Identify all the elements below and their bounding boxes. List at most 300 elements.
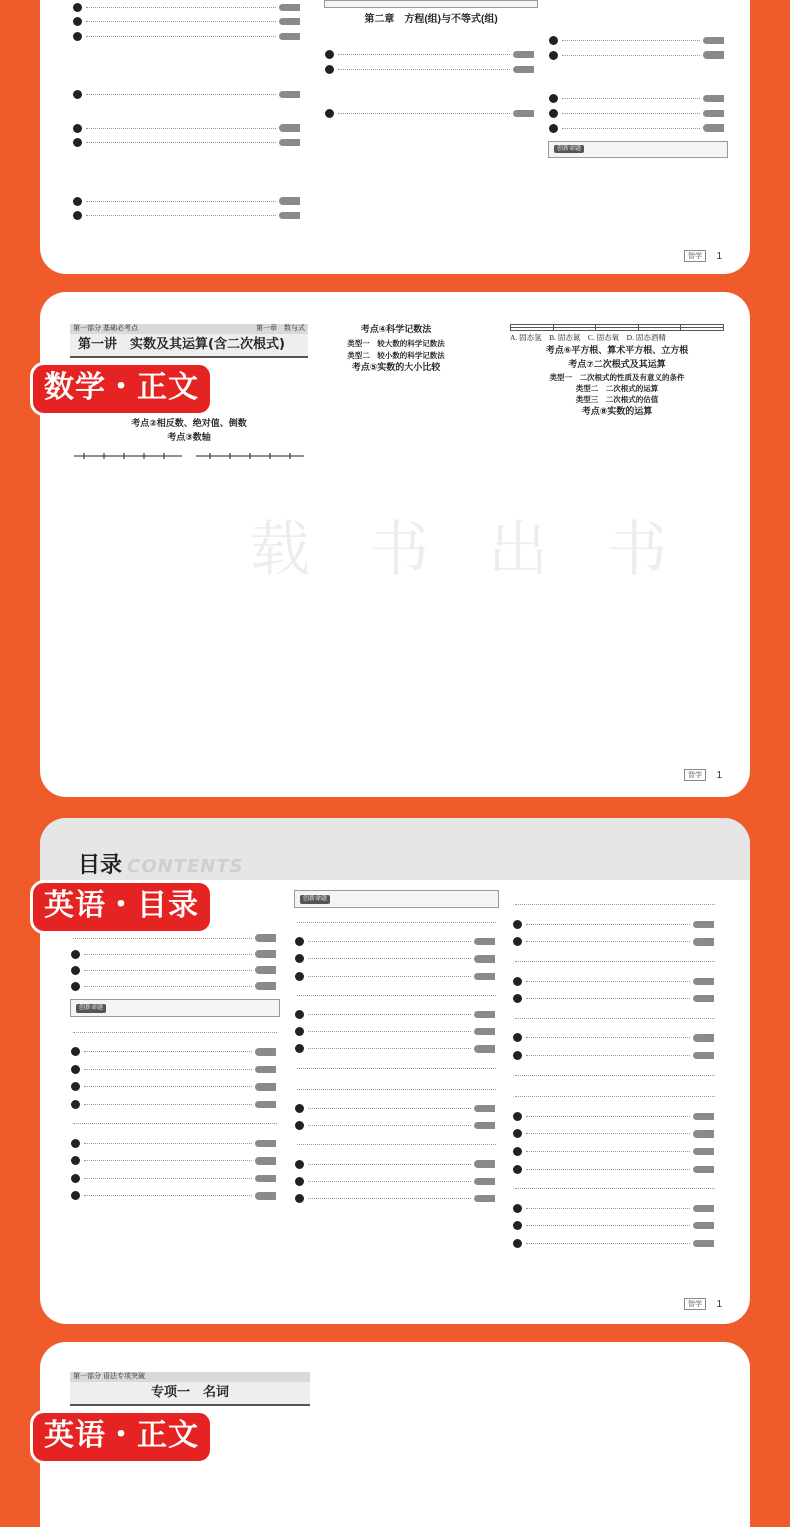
level-tag xyxy=(693,1034,714,1041)
toc-row xyxy=(512,1160,718,1178)
topic-number-icon xyxy=(513,937,522,946)
section-heading xyxy=(294,1134,499,1155)
leader-dots xyxy=(86,21,276,22)
level-tag xyxy=(513,66,534,73)
section-heading xyxy=(294,912,499,933)
type-heading: 类型二 二次根式的运算 xyxy=(575,384,659,394)
topic-number-icon xyxy=(71,1047,80,1056)
leader-dots xyxy=(308,1031,471,1032)
leader-dots xyxy=(562,128,700,129)
topic-heading: 考点⑧实数的运算 xyxy=(581,407,653,418)
topic-number-icon xyxy=(71,1191,80,1200)
number-line-figure xyxy=(70,449,308,463)
level-tag xyxy=(474,1178,495,1185)
level-tag xyxy=(703,124,724,131)
toc-column-3 xyxy=(548,0,728,158)
toc-title-en: CONTENTS xyxy=(127,856,244,877)
innovation-box xyxy=(324,0,538,8)
toc-subitem xyxy=(324,164,538,179)
topic-number-icon xyxy=(71,1065,80,1074)
leader-dots xyxy=(308,1108,471,1109)
page-number: 1 xyxy=(716,1299,722,1310)
topic-number-icon xyxy=(549,124,558,133)
leader-dots xyxy=(84,1069,252,1070)
part-label: 第一部分 语法专项突破 xyxy=(70,1372,310,1382)
leader-dots xyxy=(526,924,690,925)
brand-logo: 智学 xyxy=(684,1298,706,1310)
leader-dots xyxy=(73,1032,277,1033)
leader-dots xyxy=(562,55,700,56)
leader-dots xyxy=(84,1086,252,1087)
topic-heading: 考点②相反数、绝对值、倒数 xyxy=(131,418,247,429)
toc-row xyxy=(70,1061,280,1079)
toc-row xyxy=(72,121,304,136)
toc-row xyxy=(324,62,538,77)
topic-number-icon xyxy=(513,920,522,929)
leader-dots xyxy=(308,976,471,977)
leader-dots xyxy=(73,938,252,939)
toc-subitem xyxy=(72,223,304,238)
toc-row xyxy=(294,1117,499,1134)
type-heading: 类型二 较小数的科学记数法 xyxy=(347,350,445,360)
toc-subitem xyxy=(548,77,728,92)
leader-dots xyxy=(338,69,510,70)
page-number: 1 xyxy=(716,770,722,781)
section-heading xyxy=(512,1064,718,1086)
leader-dots xyxy=(84,954,252,955)
level-tag xyxy=(693,938,714,945)
topic-number-icon xyxy=(513,1147,522,1156)
topic-number-icon xyxy=(71,1082,80,1091)
toc-row xyxy=(294,1006,499,1023)
toc-row xyxy=(72,0,304,15)
leader-dots xyxy=(73,1123,277,1124)
toc-row xyxy=(72,15,304,30)
level-tag xyxy=(279,212,300,219)
toc-row xyxy=(548,121,728,136)
toc-row xyxy=(294,1173,499,1190)
toc-row xyxy=(512,972,718,990)
topic-heading: 考点③数轴 xyxy=(167,432,211,443)
leader-dots xyxy=(515,904,715,905)
leader-dots xyxy=(297,1144,496,1145)
leader-dots xyxy=(84,1104,252,1105)
topic-number-icon xyxy=(73,17,82,26)
topic-number-icon xyxy=(513,994,522,1003)
leader-dots xyxy=(526,1208,690,1209)
leader-dots xyxy=(562,113,700,114)
topic-number-icon xyxy=(295,1194,304,1203)
toc-row xyxy=(72,29,304,44)
level-tag xyxy=(255,1140,276,1147)
section-heading xyxy=(512,951,718,973)
toc-row xyxy=(70,962,280,978)
level-tag xyxy=(279,33,300,40)
leader-dots xyxy=(308,941,471,942)
toc-row xyxy=(512,1108,718,1126)
level-tag xyxy=(693,995,714,1002)
level-tag xyxy=(703,37,724,44)
topic-number-icon xyxy=(295,954,304,963)
innovation-box xyxy=(548,141,728,158)
topic-heading: 考点⑥平方根、算术平方根、立方根 xyxy=(545,345,689,356)
leader-dots xyxy=(84,970,252,971)
level-tag xyxy=(279,4,300,11)
level-tag xyxy=(255,1083,276,1090)
leader-dots xyxy=(526,998,690,999)
leader-dots xyxy=(338,113,510,114)
type-heading: 类型三 二次根式的估值 xyxy=(575,395,659,405)
badge-english-toc: 英语・目录 xyxy=(30,880,213,934)
level-tag xyxy=(255,1066,276,1073)
leader-dots xyxy=(515,1018,715,1019)
leader-dots xyxy=(84,1051,252,1052)
table-cell xyxy=(553,328,596,331)
lesson-title: 第一讲 实数及其运算(含二次根式) xyxy=(70,334,308,358)
toc-subitem xyxy=(324,91,538,106)
level-tag xyxy=(474,973,495,980)
level-tag xyxy=(693,1148,714,1155)
toc-row xyxy=(72,88,304,103)
level-tag xyxy=(474,955,495,962)
level-tag xyxy=(693,1222,714,1229)
leader-dots xyxy=(308,958,471,959)
toc-row xyxy=(512,1200,718,1218)
level-tag xyxy=(693,1166,714,1173)
level-tag xyxy=(513,51,534,58)
leader-dots xyxy=(526,1133,690,1134)
section-header xyxy=(70,324,308,334)
leader-dots xyxy=(297,1089,496,1090)
topic-number-icon xyxy=(295,1027,304,1036)
level-tag xyxy=(703,51,724,58)
toc-row xyxy=(294,1023,499,1040)
toc-subitem xyxy=(324,150,538,165)
leader-dots xyxy=(562,98,700,99)
body-column-2 xyxy=(290,322,502,377)
leader-dots xyxy=(515,961,715,962)
topic-heading: 考点⑦二次根式及其运算 xyxy=(568,359,666,370)
leader-dots xyxy=(515,1188,715,1189)
topic-number-icon xyxy=(71,1174,80,1183)
toc-row xyxy=(548,48,728,63)
toc-row xyxy=(548,33,728,48)
table-cell xyxy=(511,328,554,331)
toc-row xyxy=(512,1143,718,1161)
level-tag xyxy=(279,139,300,146)
toc-column-2 xyxy=(294,890,499,1207)
topic-number-icon xyxy=(71,982,80,991)
leader-dots xyxy=(308,1048,471,1049)
leader-dots xyxy=(515,1096,715,1097)
toc-subitem xyxy=(324,77,538,92)
topic-number-icon xyxy=(71,1100,80,1109)
level-tag xyxy=(255,1048,276,1055)
body-column-3 xyxy=(510,322,724,421)
leader-dots xyxy=(86,94,276,95)
level-tag xyxy=(474,1011,495,1018)
section-heading xyxy=(548,15,728,34)
toc-subitem xyxy=(72,73,304,88)
toc-row xyxy=(294,968,499,985)
toc-column-3 xyxy=(512,894,718,1252)
topic-number-icon xyxy=(295,937,304,946)
toc-subitem xyxy=(324,135,538,150)
table-cell xyxy=(681,328,724,331)
brand-logo: 智学 xyxy=(684,250,706,262)
leader-dots xyxy=(526,1055,690,1056)
leader-dots xyxy=(526,1169,690,1170)
topic-number-icon xyxy=(71,966,80,975)
topic-number-icon xyxy=(295,1104,304,1113)
level-tag xyxy=(474,1105,495,1112)
level-tag xyxy=(255,982,276,989)
leader-dots xyxy=(297,922,496,923)
section-heading xyxy=(70,1022,280,1044)
topic-number-icon xyxy=(295,972,304,981)
toc-subitem xyxy=(72,44,304,59)
level-tag xyxy=(693,1130,714,1137)
toc-column-2-list xyxy=(324,29,538,194)
level-tag xyxy=(474,1122,495,1129)
section-heading xyxy=(512,1178,718,1200)
toc-subitem xyxy=(72,150,304,165)
topic-number-icon xyxy=(549,109,558,118)
toc-list xyxy=(70,1022,280,1205)
section-heading xyxy=(72,102,304,121)
leader-dots xyxy=(515,1075,715,1076)
leader-dots xyxy=(562,40,700,41)
topic-number-icon xyxy=(295,1121,304,1130)
section-heading xyxy=(294,1058,499,1079)
toc-row xyxy=(70,946,280,962)
badge-english-body: 英语・正文 xyxy=(30,1410,213,1464)
toc-column-1 xyxy=(70,930,280,1205)
leader-dots xyxy=(84,1178,252,1179)
toc-title xyxy=(78,848,244,879)
toc-column-2 xyxy=(324,0,538,194)
toc-subitem xyxy=(72,238,304,253)
section-heading xyxy=(512,894,718,916)
toc-row xyxy=(294,1040,499,1057)
toc-subitem xyxy=(72,58,304,73)
level-tag xyxy=(279,124,300,131)
topic-number-icon xyxy=(513,1165,522,1174)
topic-number-icon xyxy=(513,977,522,986)
toc-row xyxy=(70,1135,280,1153)
leader-dots xyxy=(86,128,276,129)
level-tag xyxy=(693,1052,714,1059)
section-heading xyxy=(70,1113,280,1135)
toc-subitem xyxy=(324,179,538,194)
leader-dots xyxy=(297,1068,496,1069)
leader-dots xyxy=(308,1181,471,1182)
level-tag xyxy=(255,1157,276,1164)
chapter-title: 第二章 方程(组)与不等式(组) xyxy=(364,14,498,25)
topic-number-icon xyxy=(73,124,82,133)
leader-dots xyxy=(526,1037,690,1038)
leader-dots xyxy=(308,1014,471,1015)
topic-number-icon xyxy=(513,1239,522,1248)
watermark: 载 书 出 书 xyxy=(250,515,688,585)
leader-dots xyxy=(86,142,276,143)
leader-dots xyxy=(338,54,510,55)
topic-number-icon xyxy=(295,1044,304,1053)
innovation-box xyxy=(294,890,499,908)
part-label: 第一部分 基础必考点 xyxy=(73,325,138,332)
toc-subitem xyxy=(548,0,728,15)
toc-row xyxy=(70,1043,280,1061)
toc-list xyxy=(294,912,499,1207)
level-tag xyxy=(693,978,714,985)
leader-dots xyxy=(297,995,496,996)
type-heading: 类型一 较大数的科学记数法 xyxy=(347,338,445,348)
topic-number-icon xyxy=(73,32,82,41)
innovation-box xyxy=(70,999,280,1017)
level-tag xyxy=(279,197,300,204)
toc-column-3-list xyxy=(548,0,728,135)
toc-row xyxy=(294,1100,499,1117)
table-cell xyxy=(596,328,639,331)
toc-list xyxy=(512,894,718,1252)
toc-subitem xyxy=(324,121,538,136)
topic-number-icon xyxy=(513,1033,522,1042)
answer-options: A. 固态氢 B. 固态氮 C. 固态氧 D. 固态酒精 xyxy=(510,333,666,342)
level-tag xyxy=(255,1101,276,1108)
lesson-title: 专项一 名词 xyxy=(70,1382,310,1406)
topic-number-icon xyxy=(325,50,334,59)
toc-row xyxy=(294,1155,499,1172)
toc-row xyxy=(70,1096,280,1114)
toc-row xyxy=(294,1190,499,1207)
toc-subitem xyxy=(72,165,304,180)
leader-dots xyxy=(84,1160,252,1161)
toc-row xyxy=(294,950,499,967)
toc-row xyxy=(512,990,718,1008)
leader-dots xyxy=(86,36,276,37)
level-tag xyxy=(693,921,714,928)
leader-dots xyxy=(84,1195,252,1196)
level-tag xyxy=(474,1160,495,1167)
toc-column-1 xyxy=(72,0,304,252)
level-tag xyxy=(693,1205,714,1212)
toc-row xyxy=(512,916,718,934)
topic-number-icon xyxy=(295,1010,304,1019)
toc-row xyxy=(512,1235,718,1253)
topic-number-icon xyxy=(73,197,82,206)
section-heading xyxy=(512,1086,718,1108)
level-tag xyxy=(279,18,300,25)
toc-row xyxy=(548,106,728,121)
section-heading xyxy=(294,985,499,1006)
level-tag xyxy=(693,1113,714,1120)
level-tag xyxy=(279,91,300,98)
section-heading xyxy=(294,1079,499,1100)
toc-list xyxy=(70,930,280,994)
leader-dots xyxy=(86,7,276,8)
table-row xyxy=(511,328,724,331)
melting-point-table xyxy=(510,324,724,331)
topic-number-icon xyxy=(549,36,558,45)
topic-number-icon xyxy=(71,1139,80,1148)
level-tag xyxy=(255,966,276,973)
leader-dots xyxy=(86,201,276,202)
toc-row xyxy=(548,92,728,107)
badge-math-body: 数学・正文 xyxy=(30,362,213,416)
leader-dots xyxy=(526,1243,690,1244)
topic-number-icon xyxy=(73,211,82,220)
topic-number-icon xyxy=(73,90,82,99)
toc-row xyxy=(294,933,499,950)
toc-row xyxy=(512,1047,718,1065)
level-tag xyxy=(703,95,724,102)
topic-number-icon xyxy=(295,1177,304,1186)
toc-row xyxy=(512,1125,718,1143)
section-heading xyxy=(324,29,538,48)
level-tag xyxy=(474,1028,495,1035)
level-tag xyxy=(255,934,276,941)
math-toc-card xyxy=(40,0,750,274)
toc-row xyxy=(324,48,538,63)
leader-dots xyxy=(84,986,252,987)
topic-number-icon xyxy=(325,109,334,118)
level-tag xyxy=(255,1192,276,1199)
topic-number-icon xyxy=(71,1156,80,1165)
level-tag xyxy=(255,1175,276,1182)
toc-row xyxy=(70,1170,280,1188)
innovation-tag: 创新命题 xyxy=(554,145,584,153)
leader-dots xyxy=(526,1116,690,1117)
leader-dots xyxy=(526,1151,690,1152)
leader-dots xyxy=(526,941,690,942)
leader-dots xyxy=(308,1125,471,1126)
topic-number-icon xyxy=(513,1221,522,1230)
topic-number-icon xyxy=(295,1160,304,1169)
toc-row xyxy=(72,208,304,223)
topic-number-icon xyxy=(73,138,82,147)
toc-title-cn: 目录 xyxy=(78,853,123,878)
level-tag xyxy=(693,1240,714,1247)
toc-row xyxy=(70,1152,280,1170)
brand-logo: 智学 xyxy=(684,769,706,781)
toc-row xyxy=(324,106,538,121)
topic-heading: 考点⑤实数的大小比较 xyxy=(351,362,441,373)
topic-number-icon xyxy=(549,51,558,60)
level-tag xyxy=(513,110,534,117)
toc-row xyxy=(72,135,304,150)
toc-row xyxy=(72,194,304,209)
topic-number-icon xyxy=(71,950,80,959)
topic-number-icon xyxy=(513,1204,522,1213)
topic-number-icon xyxy=(513,1112,522,1121)
level-tag xyxy=(474,1045,495,1052)
section-heading xyxy=(512,1008,718,1030)
topic-number-icon xyxy=(513,1051,522,1060)
topic-heading: 考点④科学记数法 xyxy=(360,325,432,335)
topic-number-icon xyxy=(325,65,334,74)
toc-row xyxy=(70,1078,280,1096)
toc-row xyxy=(70,1187,280,1205)
toc-subitem xyxy=(548,62,728,77)
leader-dots xyxy=(308,1164,471,1165)
level-tag xyxy=(255,950,276,957)
topic-number-icon xyxy=(549,94,558,103)
leader-dots xyxy=(526,1225,690,1226)
topic-number-icon xyxy=(73,3,82,12)
toc-subitem xyxy=(72,179,304,194)
page-number: 1 xyxy=(716,251,722,262)
toc-row xyxy=(512,1217,718,1235)
